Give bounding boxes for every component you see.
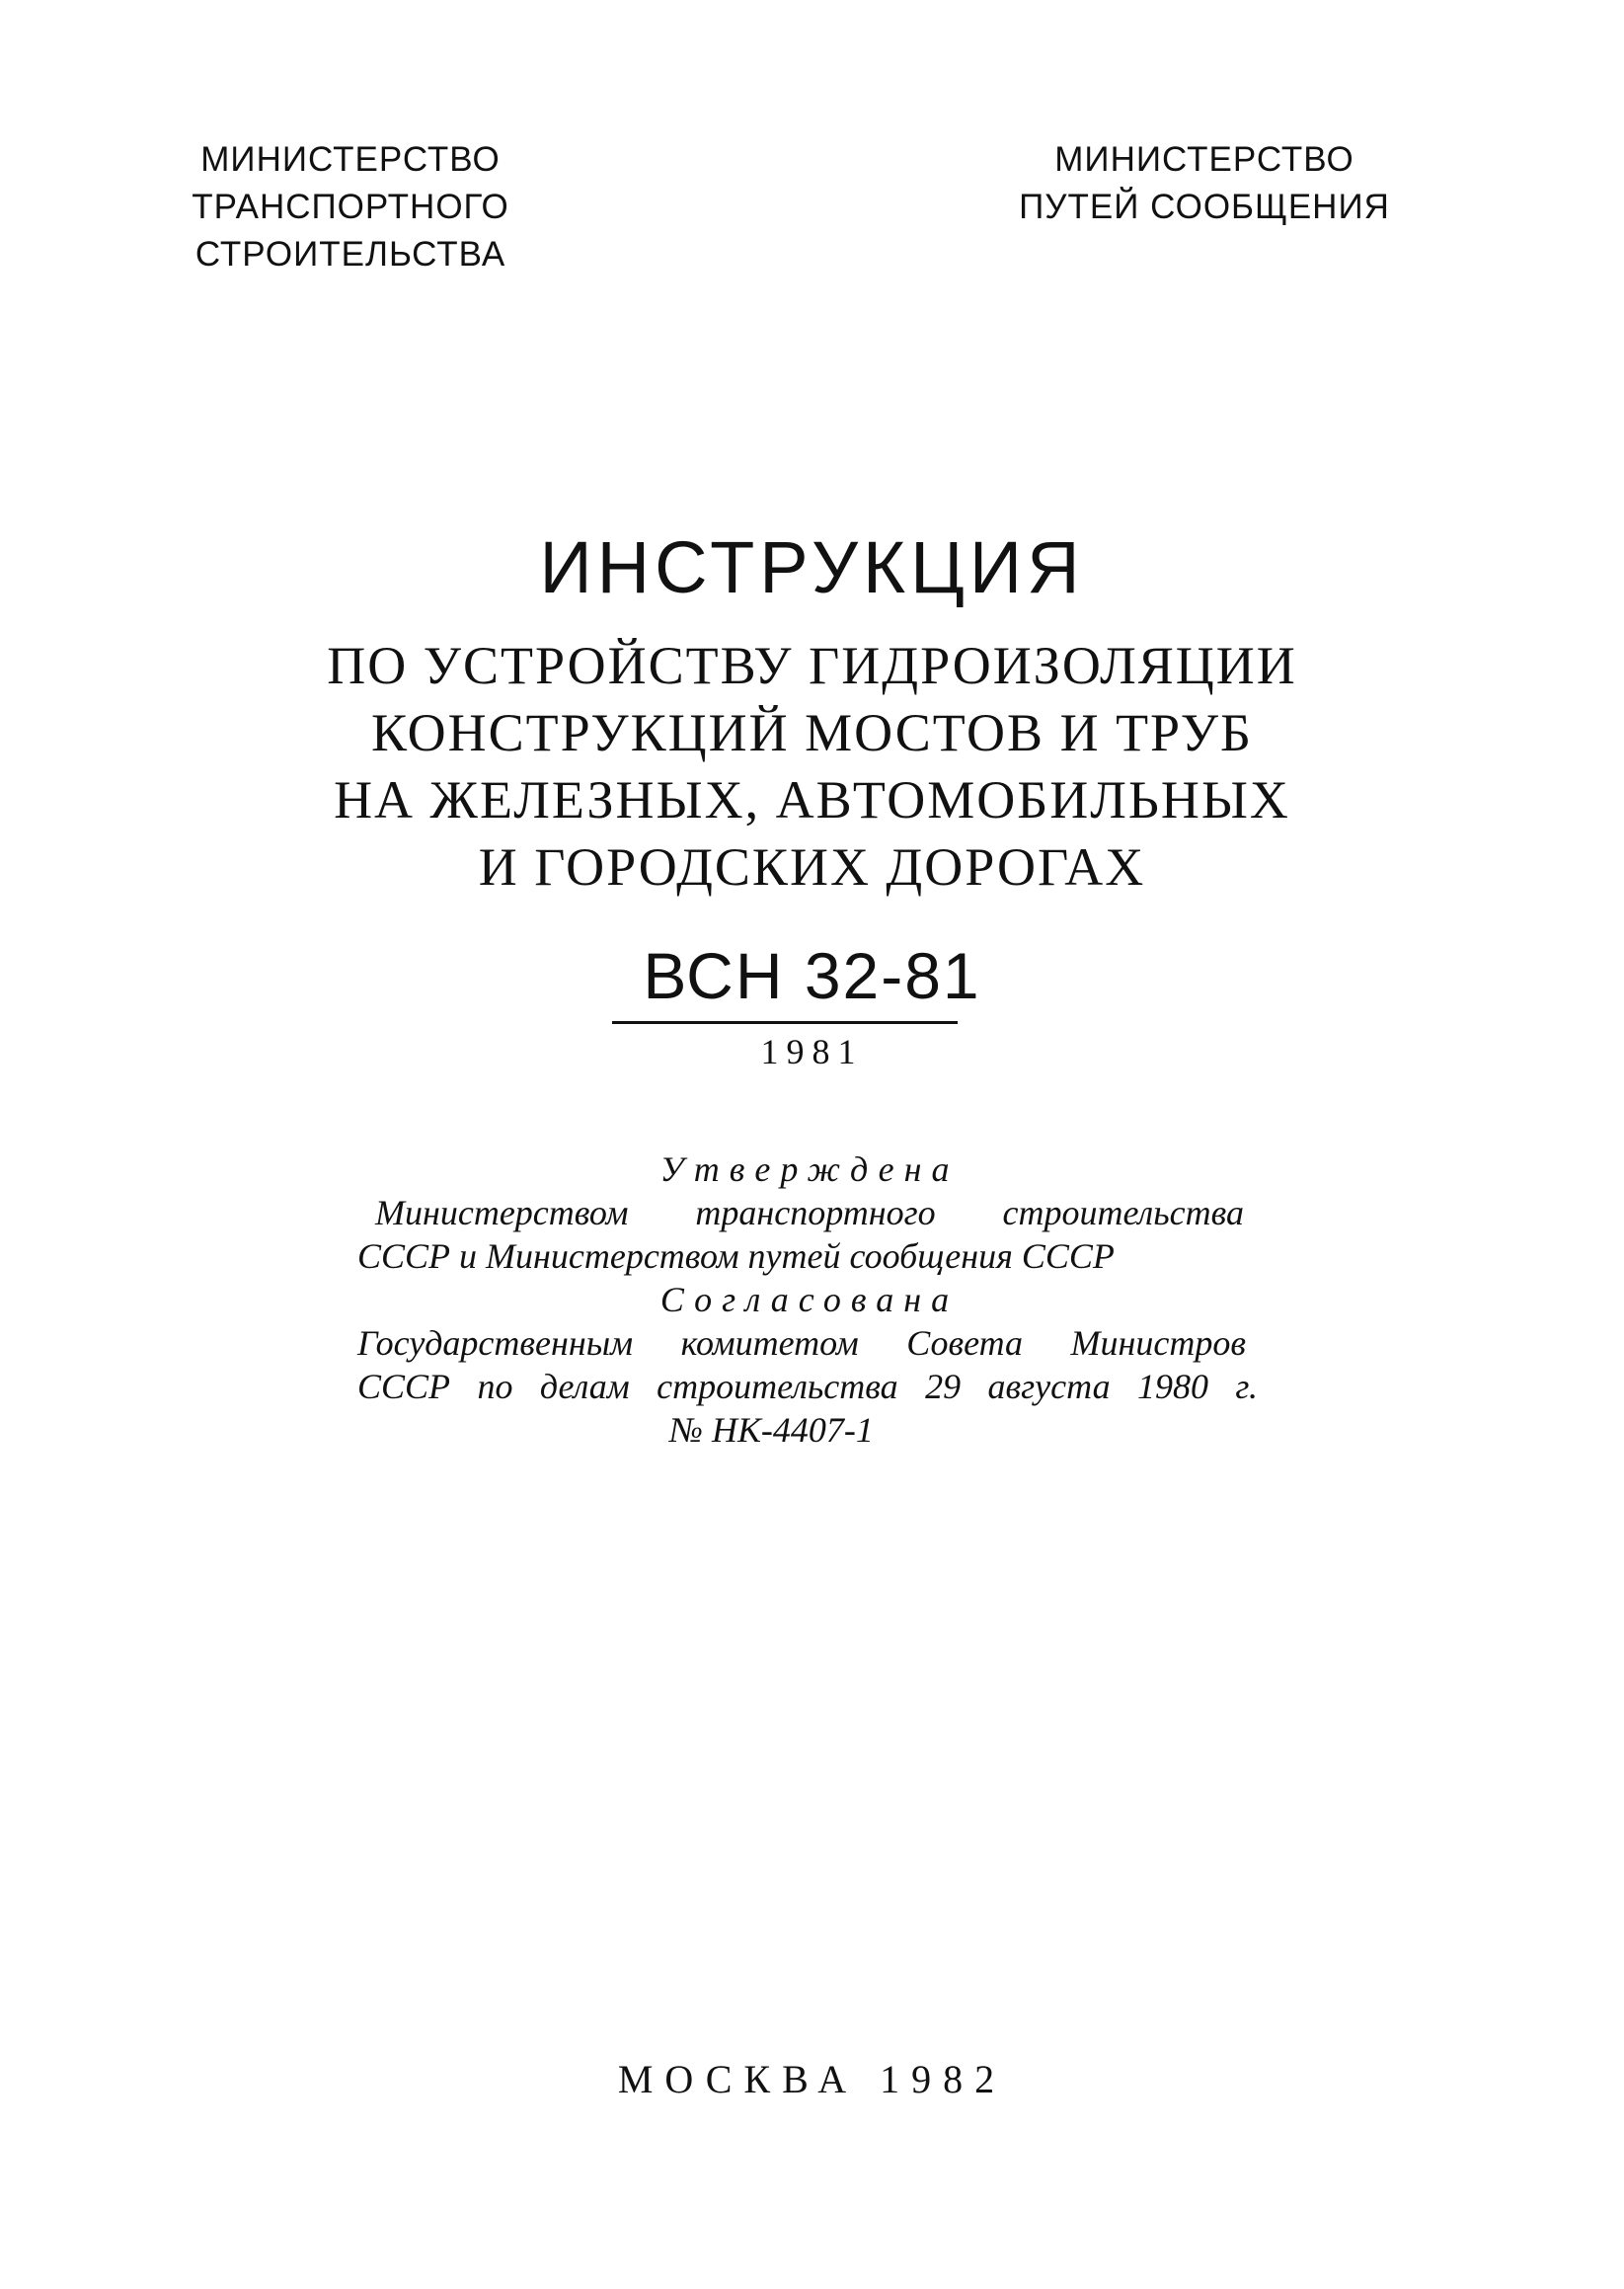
subtitle-line-4: И ГОРОДСКИХ ДОРОГАХ xyxy=(478,837,1146,897)
agreed-by-line-2: СССР по делам строительства 29 августа 1980 г. xyxy=(357,1367,1258,1406)
ministry-right-line-1: МИНИСТЕРСТВО xyxy=(1054,140,1354,179)
publication-place-year: МОСКВА 1982 xyxy=(617,2057,1007,2101)
subtitle-line-3: НА ЖЕЛЕЗНЫХ, АВТОМОБИЛЬНЫХ xyxy=(334,770,1290,829)
code-underline-rule xyxy=(612,1021,958,1024)
ministry-right-line-2: ПУТЕЙ СООБЩЕНИЯ xyxy=(1019,188,1390,226)
approved-label: Утверждена xyxy=(659,1149,960,1189)
ministry-left-line-1: МИНИСТЕРСТВО xyxy=(200,140,501,179)
subtitle-line-2: КОНСТРУКЦИЙ МОСТОВ И ТРУБ xyxy=(371,703,1253,762)
ministry-left-line-3: СТРОИТЕЛЬСТВА xyxy=(194,235,506,274)
subtitle-line-1: ПО УСТРОЙСТВУ ГИДРОИЗОЛЯЦИИ xyxy=(327,636,1297,695)
agreed-label: Согласована xyxy=(659,1280,960,1319)
agreed-by-line-1: Государственным комитетом Совета Министров xyxy=(357,1323,1246,1363)
document-title: ИНСТРУКЦИЯ xyxy=(539,526,1085,608)
ministry-left-line-2: ТРАНСПОРТНОГО xyxy=(192,188,509,226)
ministry-railways xyxy=(987,136,1422,231)
approval-block xyxy=(336,1147,1264,1452)
approved-by-line-1: Министерством транспортного строительства xyxy=(375,1193,1244,1232)
document-year: 1981 xyxy=(760,1032,864,1071)
ministry-transport-construction xyxy=(163,136,538,278)
approved-by-line-2: СССР и Министерством путей сообщения СССР xyxy=(357,1236,1115,1276)
document-subtitle xyxy=(0,632,1624,901)
document-code: ВСН 32-81 xyxy=(643,939,981,1012)
agreed-by-line-3: № НК-4407-1 xyxy=(669,1410,874,1450)
